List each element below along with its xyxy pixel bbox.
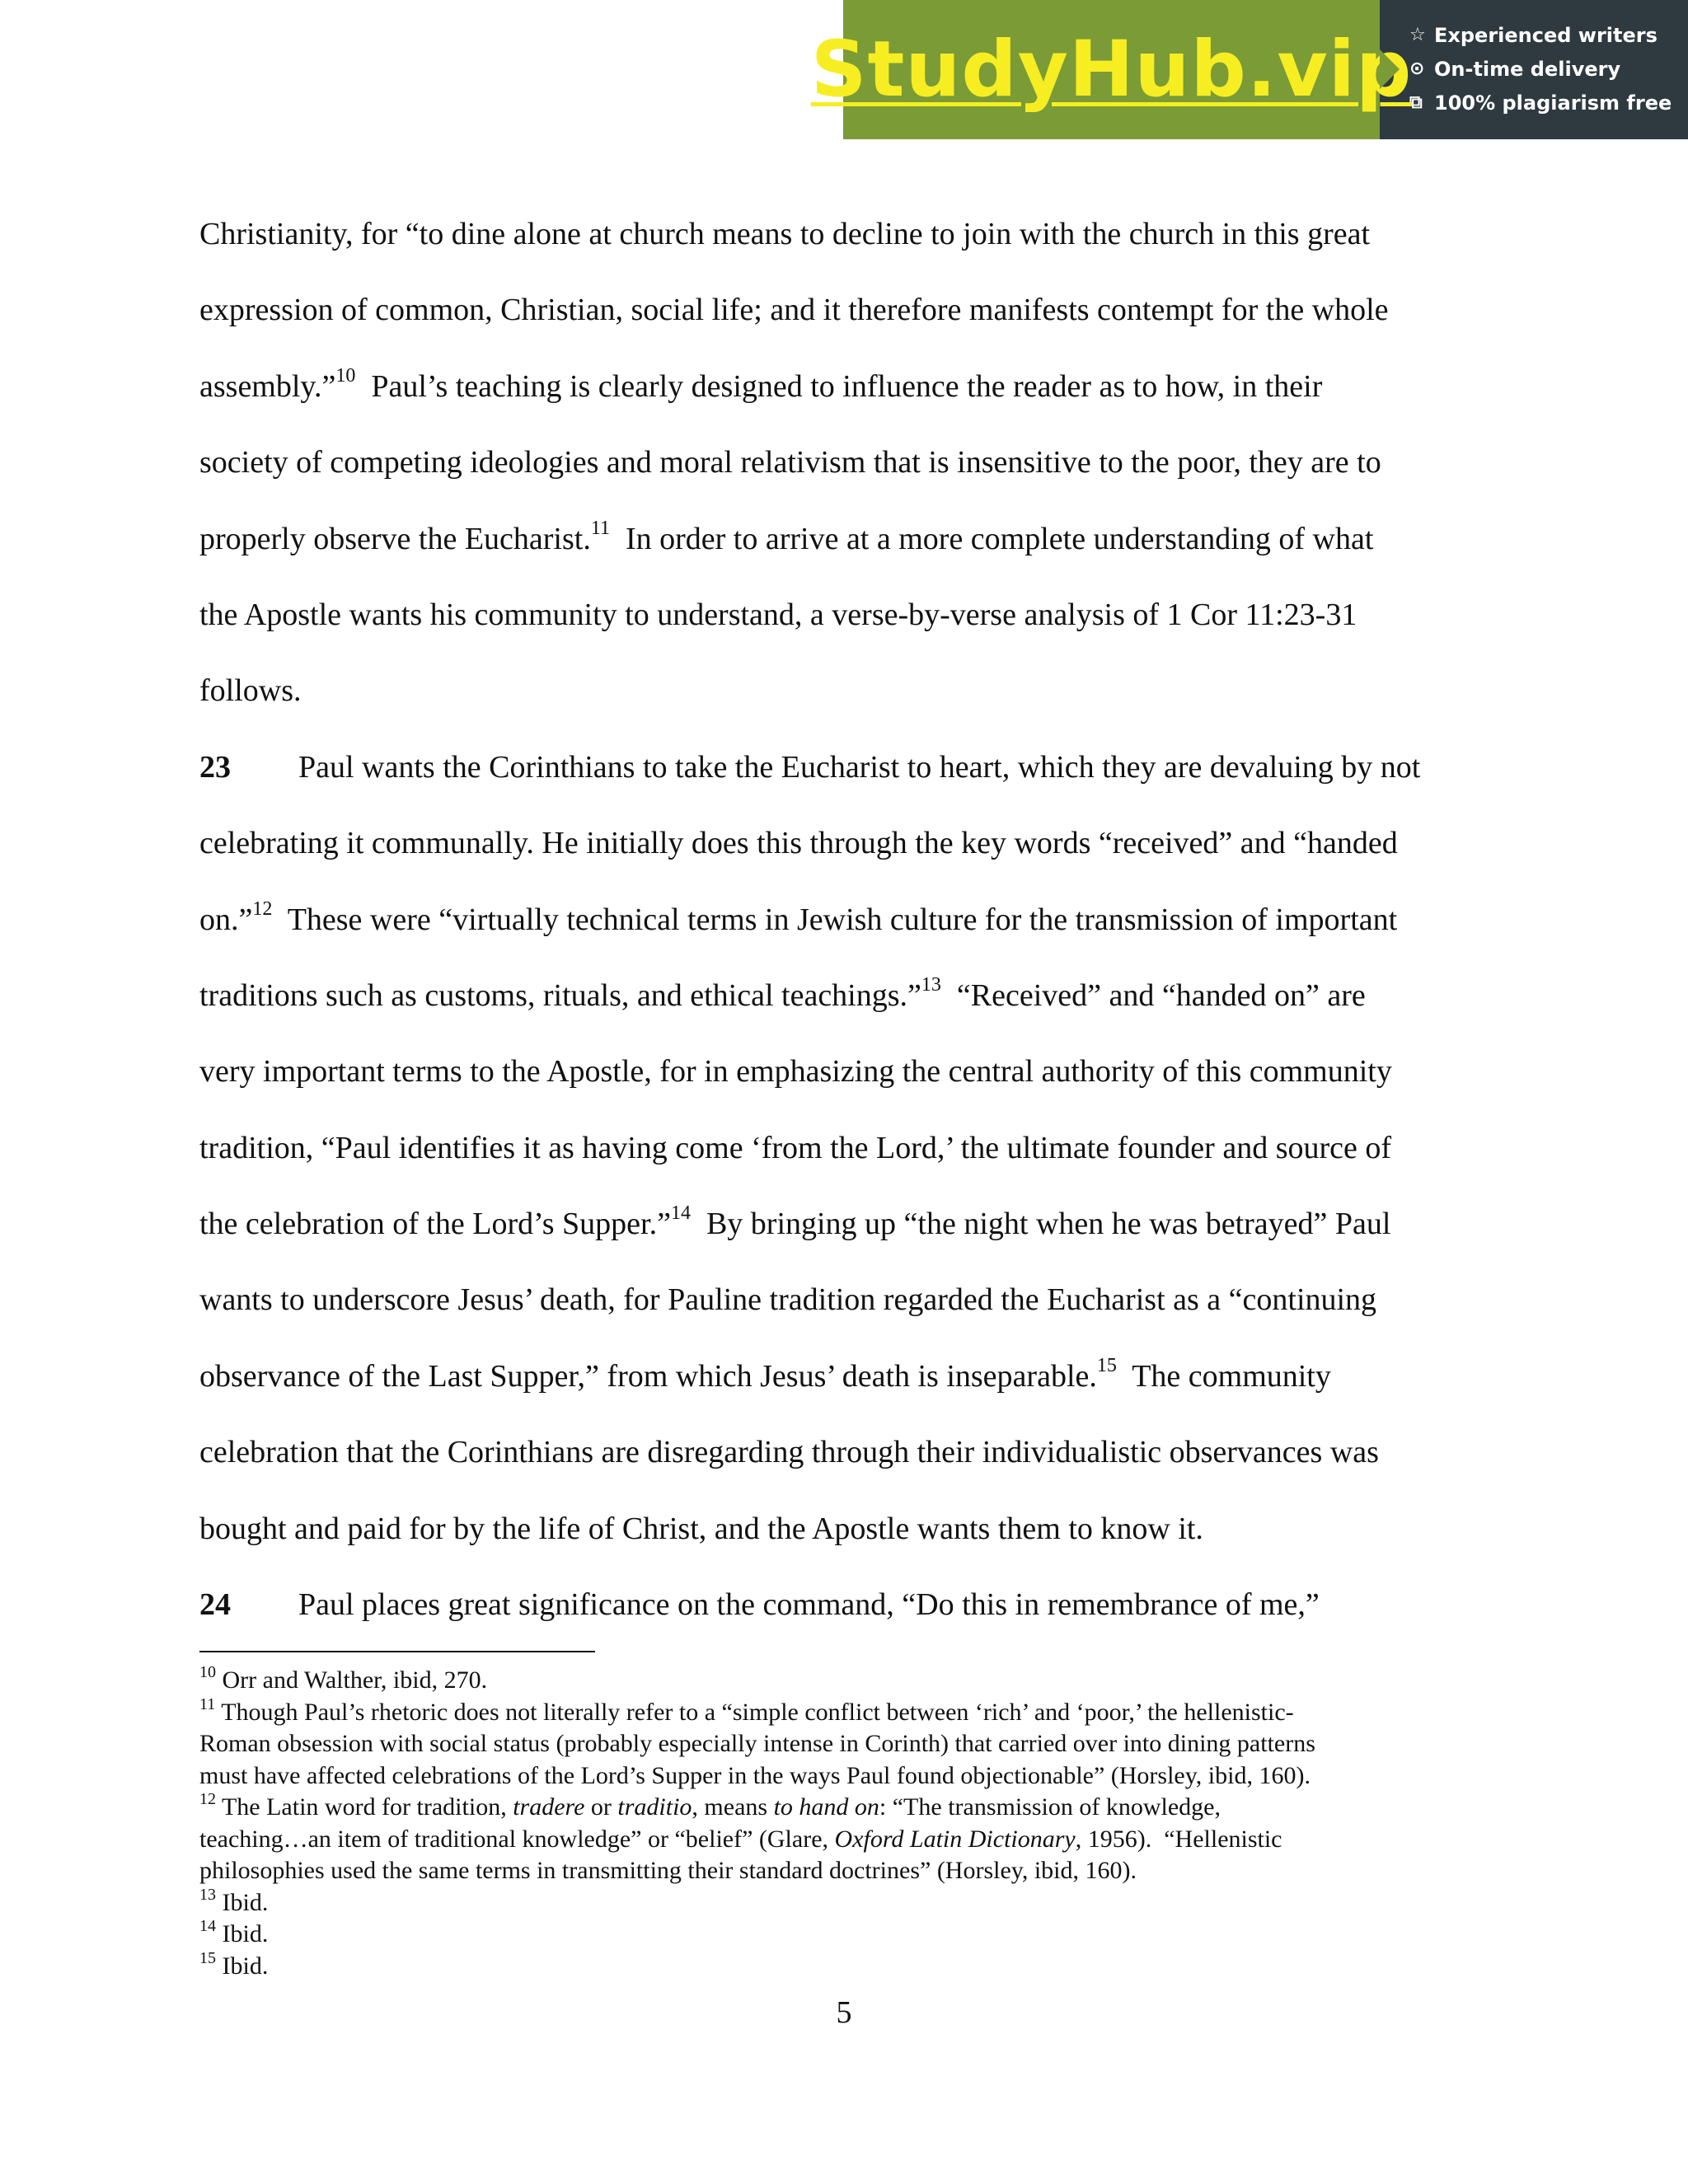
text-span: on.” [199,902,253,937]
verse-23-line [199,729,1489,805]
feature-list [1380,0,1688,139]
footnote-text: Ibid. [216,1920,269,1947]
footnote-12-cont [199,1824,1489,1856]
text-line [199,349,1489,424]
feature-label: 100% plagiarism free [1434,91,1672,115]
footnote-separator [199,1651,595,1652]
page-number: 5 [836,1995,852,2030]
text-line [199,958,1489,1033]
footnote-text: Orr and Walther, ibid, 270. [216,1666,488,1694]
text-span: Paul wants the Corinthians to take the Eucharist to heart, which they are devaluing by not [298,749,1421,785]
footnote-italic: tradere [513,1793,585,1821]
footnote-12 [199,1792,1489,1824]
text-span: traditions such as customs, rituals, and ethical teachings.” [199,977,921,1013]
text-line: celebrating it communally. He initially does this through the key words “received” and “handed [199,826,1398,861]
footnote-11-cont: must have affected celebrations of the Lord’s Supper in the ways Paul found objectionable” (Horsley, ibid, 160). [199,1761,1311,1789]
text-line [199,882,1489,958]
feature-label: On-time delivery [1434,57,1621,81]
star-icon: ☆ [1409,25,1426,45]
text-span: “Received” and “handed on” are [940,977,1366,1013]
logo-area [810,0,1413,139]
clock-icon: ⊙ [1409,59,1425,79]
text-line: Christianity, for “to dine alone at church means to decline to join with the church in this great [199,217,1371,251]
footnote-text: or [584,1793,618,1821]
footnote-12-cont: philosophies used the same terms in transmitting their standard doctrines” (Horsley, ibid, 160). [199,1857,1137,1884]
footnote-text: teaching…an item of traditional knowledge” or “belief” (Glare, [199,1825,835,1853]
text-line [199,1338,1489,1414]
footnote-text: Though Paul’s rhetoric does not literally refer to a “simple conflict between ‘rich’ and ‘poor,’ the hellenistic- [215,1698,1294,1726]
text-line [199,1186,1489,1262]
text-line: wants to underscore Jesus’ death, for Pauline tradition regarded the Eucharist as a “continuing [199,1282,1377,1318]
text-span: observance of the Last Supper,” from which Jesus’ death is inseparable. [199,1358,1097,1394]
text-line [199,501,1489,577]
footnote-11-cont: Roman obsession with social status (probably especially intense in Corinth) that carried over into dining patterns [199,1730,1315,1757]
text-span: properly observe the Eucharist. [199,521,591,556]
verse-number-23: 23 [199,749,231,785]
footnote-ref-10[interactable]: 10 [335,365,356,387]
footnote-ref-12[interactable]: 12 [252,898,273,920]
text-span: assembly.” [199,368,336,404]
text-span: Paul places great significance on the command, “Do this in remembrance of me,” [298,1587,1320,1623]
footnote-14 [199,1919,1489,1951]
footnote-number: 15 [199,1948,216,1967]
footnotes [199,1665,1489,1982]
footnote-text: , means [692,1793,774,1821]
footnote-italic: Oxford Latin Dictionary [834,1825,1076,1853]
text-line: very important terms to the Apostle, for in emphasizing the central authority of this community [199,1054,1392,1090]
footnote-ref-11[interactable]: 11 [590,517,610,539]
studyhub-banner[interactable] [810,0,1688,139]
text-span: By bringing up “the night when he was betrayed” Paul [690,1207,1391,1242]
document-body [199,196,1489,1643]
footnote-number: 11 [199,1694,216,1713]
text-line: celebration that the Corinthians are disregarding through their individualistic observances was [199,1435,1379,1470]
verse-24-line [199,1567,1489,1643]
footnote-number: 10 [199,1663,216,1681]
feature-label: Experienced writers [1434,23,1658,47]
text-line: the Apostle wants his community to understand, a verse-by-verse analysis of 1 Cor 11:23-31 [199,597,1357,632]
footnote-number: 14 [199,1917,216,1935]
footnote-italic: traditio [617,1793,692,1821]
text-span: Paul’s teaching is clearly designed to influence the reader as to how, in their [355,368,1323,404]
copy-icon: ⧉ [1409,92,1423,113]
text-span: The community [1116,1358,1331,1394]
footnote-text: Ibid. [216,1888,269,1916]
footnote-number: 13 [199,1885,216,1904]
footnote-text: , 1956). “Hellenistic [1075,1825,1282,1853]
text-span: the celebration of the Lord’s Supper.” [199,1207,671,1242]
footnote-15 [199,1948,1489,1983]
footnote-italic: to hand on [773,1793,879,1821]
feature-on-time-delivery [1409,52,1688,86]
footnote-ref-13[interactable]: 13 [921,974,941,996]
footnote-text: : “The transmission of knowledge, [879,1793,1221,1821]
studyhub-logo: StudyHub.vip [810,25,1413,115]
footnote-text: Ibid. [216,1952,269,1980]
feature-plagiarism-free [1409,86,1688,120]
footnote-10 [199,1665,1489,1697]
feature-experienced-writers [1409,18,1688,52]
text-line: expression of common, Christian, social life; and it therefore manifests contempt for the whole [199,293,1389,328]
footnote-text: The Latin word for tradition, [216,1793,513,1821]
footnote-ref-15[interactable]: 15 [1096,1355,1117,1377]
footnote-11 [199,1694,1489,1729]
text-line: tradition, “Paul identifies it as having come ‘from the Lord,’ the ultimate founder and source of [199,1130,1392,1165]
text-span: In order to arrive at a more complete understanding of what [609,521,1374,556]
text-line: follows. [199,673,302,709]
footnote-number: 12 [199,1790,216,1808]
text-line: bought and paid for by the life of Christ, and the Apostle wants them to know it. [199,1511,1203,1546]
text-line: society of competing ideologies and moral relativism that is insensitive to the poor, they are to [199,445,1381,480]
logo-notch [1380,49,1400,89]
verse-number-24: 24 [199,1587,231,1623]
footnote-13 [199,1887,1489,1919]
footnote-ref-14[interactable]: 14 [670,1202,691,1225]
text-span: These were “virtually technical terms in Jewish culture for the transmission of important [272,902,1398,937]
